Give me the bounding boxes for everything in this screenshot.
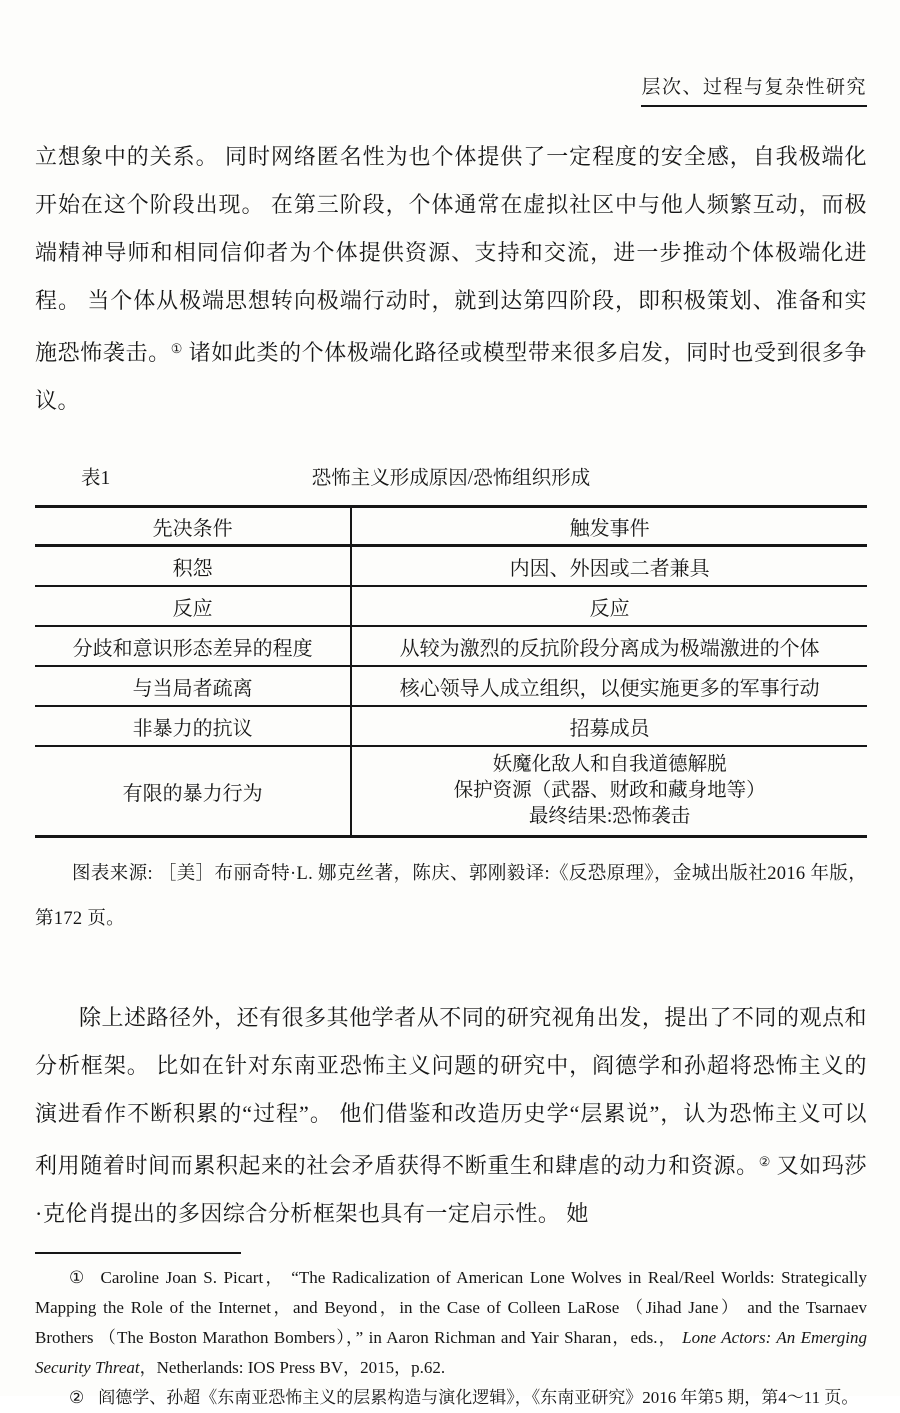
paragraph-2-text-before-ref: 除上述路径外，还有很多其他学者从不同的研究视角出发，提出了不同的观点和分析框架。 比如在针对东南亚恐怖主义问题的研究中，阎德学和孙超将恐怖主义的演进看作不断积累的“过程”。 他们借鉴和改造历史学“层累说”，认为恐怖主义可以利用随着时间而累积起来的社会矛盾获得不断重生和肆虐的动力和资源。 [35, 1005, 867, 1178]
footnote-1 [35, 1263, 867, 1383]
footnote-1-text-end: ，Netherlands: IOS Press BV，2015，p.62. [139, 1358, 446, 1377]
table-caption [35, 465, 867, 493]
footnotes-section [35, 1252, 867, 1413]
table-cell-left: 反应 [35, 586, 351, 626]
body-paragraph-1 [35, 133, 867, 425]
table-cell-left: 分歧和意识形态差异的程度 [35, 626, 351, 666]
table-row [35, 706, 867, 746]
table-title: 恐怖主义形成原因/恐怖组织形成 [311, 468, 591, 489]
table-row [35, 666, 867, 706]
footnote-2 [35, 1383, 867, 1413]
footnote-ref-1: ① [170, 341, 183, 356]
table-row [35, 546, 867, 587]
cell-line-2: 保护资源（武器、财政和藏身地等） [453, 780, 766, 801]
table-row [35, 746, 867, 837]
footnote-divider-line [35, 1252, 241, 1254]
table-row [35, 626, 867, 666]
page-header [35, 72, 867, 107]
table-cell-right: 内因、外因或二者兼具 [351, 546, 867, 587]
table-cell-right [351, 746, 867, 837]
running-head-title: 层次、过程与复杂性研究 [641, 72, 867, 107]
footnote-marker-2: ② [69, 1388, 85, 1407]
cell-line-1: 妖魔化敌人和自我道德解脱 [492, 754, 727, 775]
body-paragraph-2 [35, 994, 867, 1238]
column-header-precondition: 先决条件 [35, 507, 351, 546]
table-cell-left: 积怨 [35, 546, 351, 587]
table-cell-left: 与当局者疏离 [35, 666, 351, 706]
cell-line-3: 最终结果:恐怖袭击 [528, 806, 691, 827]
table-cell-right: 反应 [351, 586, 867, 626]
table-header-row [35, 507, 867, 546]
footnote-1-text: Caroline Joan S. Picart， “The Radicalization of American Lone Wolves in Real/Reel Worlds: Strategically Mapping the Role of the Internet，and Beyond，in the Case of Colleen LaRose （Jihad Jane） and the Tsarnaev Brothers （The Boston Marathon Bombers），” in Aaron Richman and Yair Sharan，eds.， [35, 1268, 867, 1347]
table-row [35, 586, 867, 626]
table-cell-left: 有限的暴力行为 [35, 746, 351, 837]
column-header-trigger-event: 触发事件 [351, 507, 867, 546]
table-number-label: 表1 [81, 468, 111, 489]
table-cell-right: 从较为激烈的反抗阶段分离成为极端激进的个体 [351, 626, 867, 666]
footnote-marker-1: ① [69, 1268, 87, 1287]
table-cell-right: 招募成员 [351, 706, 867, 746]
table-cell-left: 非暴力的抗议 [35, 706, 351, 746]
paragraph-2-text-after-ref: 又如玛莎·克伦肖提出的多因综合分析框架也具有一定启示性。 她 [35, 1153, 867, 1226]
paragraph-1-text-after-ref: 诸如此类的个体极端化路径或模型带来很多启发，同时也受到很多争议。 [35, 340, 867, 413]
table-source-note: 图表来源: ［美］布丽奇特·L. 娜克丝著，陈庆、郭刚毅译:《反恐原理》，金城出版社2016 年版，第172 页。 [35, 864, 867, 929]
footnote-2-text: 阎德学、孙超《东南亚恐怖主义的层累构造与演化逻辑》，《东南亚研究》2016 年第5 期，第4～11 页。 [98, 1388, 859, 1407]
table-cell-right: 核心领导人成立组织，以便实施更多的军事行动 [351, 666, 867, 706]
footnote-ref-2: ② [758, 1154, 771, 1169]
terrorism-formation-table [35, 505, 867, 838]
paragraph-1-text-before-ref: 立想象中的关系。 同时网络匿名性为也个体提供了一定程度的安全感，自我极端化开始在这个阶段出现。 在第三阶段，个体通常在虚拟社区中与他人频繁互动，而极端精神导师和相同信仰者为个体提供资源、支持和交流，进一步推动个体极端化进程。 当个体从极端思想转向极端行动时，就到达第四阶段，即积极策划、准备和实施恐怖袭击。 [35, 144, 867, 365]
footnote-1-book-title: Lone Actors: An Emerging Security Threat [35, 1328, 868, 1377]
